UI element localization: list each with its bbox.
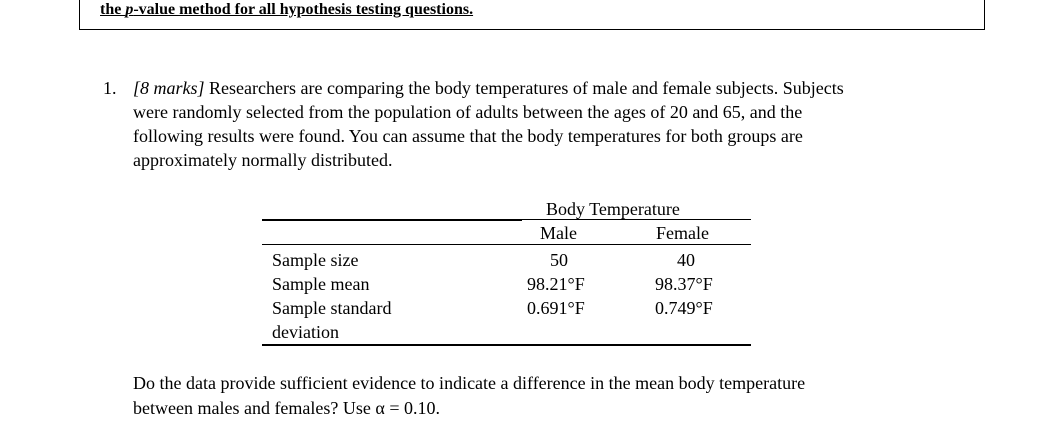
table-group-header: Body Temperature bbox=[546, 199, 680, 219]
table-cell: 40 bbox=[677, 250, 695, 270]
instructions-p-italic: p bbox=[125, 1, 134, 18]
table-cell: 98.21°F bbox=[527, 274, 585, 294]
table-cell: 0.749°F bbox=[655, 298, 713, 318]
question-body bbox=[133, 76, 983, 172]
followup-question bbox=[133, 371, 805, 421]
question-number: 1. bbox=[103, 78, 117, 98]
instructions-suffix: -value method for all hypothesis testing questions. bbox=[133, 1, 474, 18]
followup-line-2: between males and females? Use α = 0.10. bbox=[133, 398, 440, 418]
question-line-4: approximately normally distributed. bbox=[133, 150, 393, 170]
question-line-3: following results were found. You can assume that the body temperatures for both groups are bbox=[133, 126, 803, 146]
table-cell: 0.691°F bbox=[527, 298, 585, 318]
table-col-header-female: Female bbox=[656, 223, 709, 243]
question-1 bbox=[103, 76, 983, 172]
followup-line-1: Do the data provide sufficient evidence to indicate a difference in the mean body temperature bbox=[133, 373, 806, 393]
instructions-text bbox=[100, 1, 473, 19]
table-cell: 98.37°F bbox=[655, 274, 713, 294]
table-rule-group bbox=[522, 219, 751, 220]
question-line-2: were randomly selected from the population of adults between the ages of 20 and 65, and the bbox=[133, 102, 803, 122]
table-rule-top bbox=[262, 219, 522, 221]
instructions-prefix: the bbox=[100, 1, 126, 18]
table-col-header-male: Male bbox=[540, 223, 577, 243]
table-cell: 50 bbox=[550, 250, 568, 270]
table-row-label: Sample size bbox=[272, 250, 359, 270]
table-row-label: Sample mean bbox=[272, 274, 370, 294]
instructions-box bbox=[79, 0, 985, 30]
table-row-label: Sample standard bbox=[272, 298, 392, 318]
question-marks: [8 marks] bbox=[133, 78, 205, 98]
question-line-1: [8 marks] Researchers are comparing the body temperatures of male and female subjects. Subjects bbox=[133, 78, 844, 98]
table-rule-bottom bbox=[262, 344, 751, 346]
table-row-label: deviation bbox=[272, 322, 339, 342]
table-rule-header bbox=[262, 244, 751, 245]
